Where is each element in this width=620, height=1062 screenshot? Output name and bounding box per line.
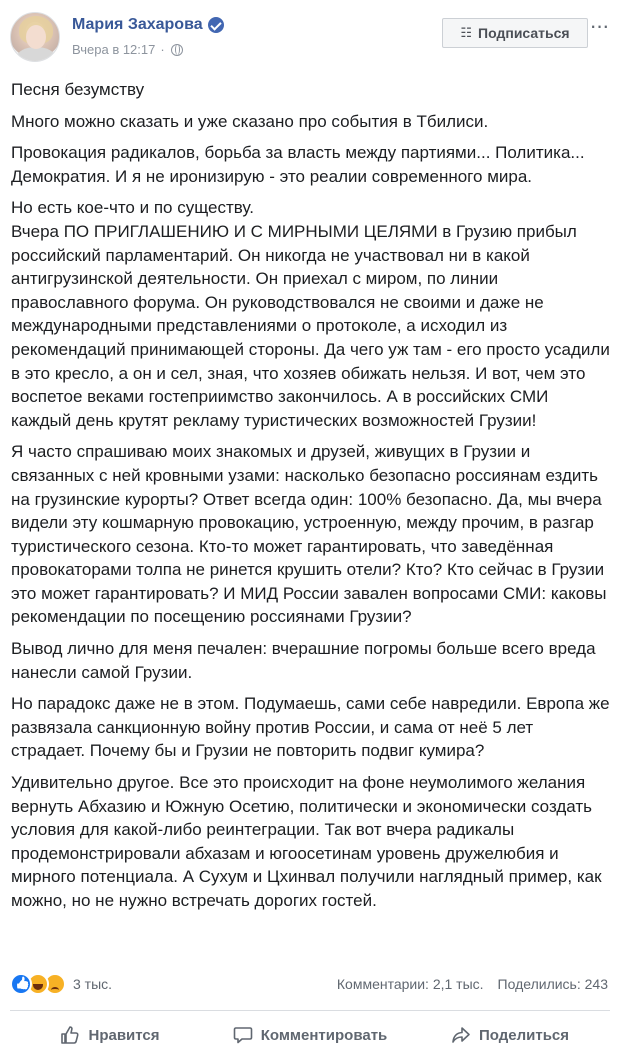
share-icon [451,1025,471,1045]
comment-label: Комментировать [260,1026,388,1044]
author-row [72,14,224,36]
share-label: Поделиться [478,1026,570,1044]
globe-icon [171,44,183,56]
divider [10,1010,610,1011]
post-meta [72,42,183,57]
verified-badge-icon [208,17,224,33]
meta-separator: · [160,42,165,57]
comment-button[interactable] [210,1016,410,1054]
post-body [11,78,611,913]
thumbs-up-icon [60,1025,80,1045]
post-stats [337,972,608,996]
post-header [10,12,610,64]
subscribe-label: Подписаться [478,25,570,41]
post-paragraph: Вывод лично для меня печален: вчерашние погромы больше всего вреда нанесли самой Грузии. [11,639,596,682]
post-paragraph: Удивительно другое. Все это происходит на фоне неумолимого желания вернуть Абхазию и Южную Осетию, политически и экономически создать условия для какой-либо реинтеграции. Так вот вчера радикалы продемонстрировали абхазам и югоосетинам уровень дружелюбия и мирного потенциала. А Сухум и Цхинвал получили наглядный пример, как можно, но не нужно встречать дорогих гостей. [11,773,602,910]
like-label: Нравится [88,1026,160,1044]
avatar[interactable] [10,12,60,62]
author-name[interactable]: Мария Захарова [72,16,203,33]
post-paragraph: Песня безумству [11,80,145,99]
post-paragraph: Провокация радикалов, борьба за власть между партиями... Политика... Демократия. И я не иронизирую - это реалии современного мира. [11,143,585,186]
like-button[interactable] [10,1016,210,1054]
action-bar [10,1016,610,1054]
share-button[interactable] [410,1016,610,1054]
comments-count-link[interactable]: Комментарии: 2,1 тыс. [336,976,484,992]
post-paragraph: Но есть кое-что и по существу. Вчера ПО ПРИГЛАШЕНИЮ И С МИРНЫМИ ЦЕЛЯМИ в Грузию прибыл российский парламентарий. Он никогда не участвовал ни в какой антигрузинской деятельности. Он приехал с миром, по линии православного форума. Он руководствовался не своими и даже не международными представлениями о протоколе, а исходил из рекомендаций принимающей стороны. Да чего уж там - его просто усадили в это кресло, а он и сел, зная, что хозяев обижать нельзя. И вот, чем это воспетое веками гостеприимство закончилось. А в российских СМИ каждый день крутят рекламу туристических возможностей Грузии! [11,198,610,430]
subscribe-button[interactable] [442,18,588,48]
post-paragraph: Но парадокс даже не в этом. Подумаешь, сами себе навредили. Европа же развязала санкционную войну против России, и сама от неё 5 лет страдает. Почему бы и Грузии не повторить подвиг кумира? [11,694,610,761]
more-options-icon[interactable]: ··· [589,13,609,38]
post-timestamp[interactable]: Вчера в 12:17 [72,42,156,57]
shares-count-link[interactable]: Поделились: 243 [497,976,608,992]
post-paragraph: Много можно сказать и уже сказано про события в Тбилиси. [11,111,489,131]
comment-icon [233,1025,253,1045]
like-reaction-icon [10,973,32,995]
rss-icon: ☷ [460,25,473,40]
post-paragraph: Я часто спрашиваю моих знакомых и друзей, живущих в Грузии и связанных с ней кровными узами: насколько безопасно россиянам ездить на грузинские курорты? Ответ всегда один: 100% безопасно. Да, мы вчера видели эту кошмарную провокацию, устроенную, между прочим, в разгар туристического сезона. Кто-то может гарантировать, что заведённая провокаторами толпа не ринется крушить отели? Кто? Кто сейчас в Грузии это может гарантировать? И МИД России завален вопросами СМИ: каковы рекомендации по посещению россиянами Грузии? [11,442,607,627]
reactions-count: 3 тыс. [73,976,113,992]
